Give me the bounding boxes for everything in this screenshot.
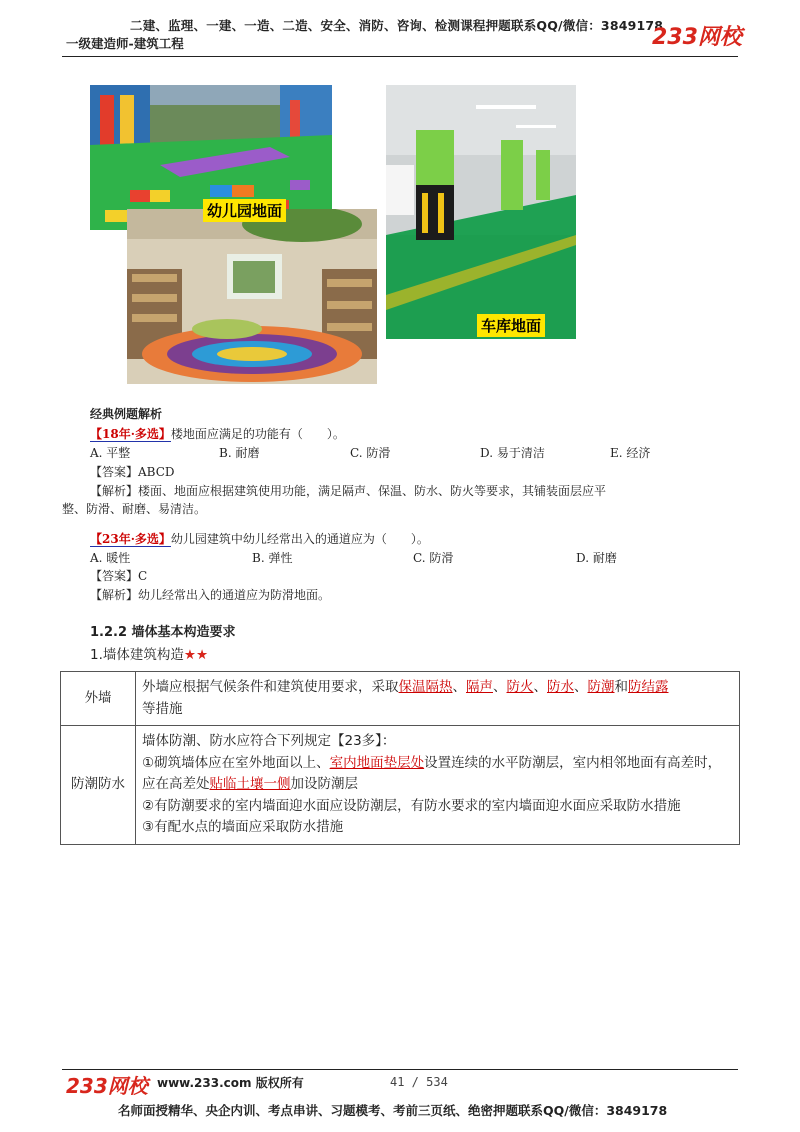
row-content-damp-waterproof: [136, 726, 740, 845]
highlight-dampproof: 防潮: [587, 679, 615, 695]
table-row: [61, 726, 740, 845]
footer-divider: [62, 1069, 738, 1070]
wall-construction-table: [60, 671, 740, 845]
question-1-tag: 【18年·多选】: [90, 427, 171, 441]
highlight-fireproof: 防火: [506, 679, 534, 695]
table-row: [61, 672, 740, 726]
subheading: [90, 643, 208, 663]
highlight-insulation: 保温隔热: [398, 679, 453, 695]
page-number: 41 / 534: [390, 1075, 448, 1089]
rule-item-1: ①砌筑墙体应在室外地面以上、室内地面垫层处设置连续的水平防潮层，室内相邻地面有高差时，应在高差处贴临土壤一侧加设防潮层: [142, 754, 722, 792]
q1-option-a: A. 平整: [90, 446, 131, 460]
highlight-soil-side: 贴临土壤一侧: [209, 776, 291, 792]
highlight-soundproof: 隔声: [466, 679, 493, 695]
brand-logo: 233网校: [652, 25, 742, 50]
section-title: 经典例题解析: [90, 407, 163, 421]
header-promo-text: 二建、监理、一建、一造、二造、安全、消防、咨询、检测课程押题联系QQ/微信：3849178: [130, 18, 664, 33]
document-subtitle: 一级建造师-建筑工程: [66, 36, 184, 51]
q2-option-b: B. 弹性: [252, 551, 293, 565]
q2-option-c: C. 防滑: [413, 551, 454, 565]
question-2-stem-line: [90, 530, 429, 547]
highlight-anti-condensation: 防结露: [628, 679, 669, 695]
row-key-damp-waterproof: 防潮防水: [61, 726, 136, 845]
kindergarten-floor-label: 幼儿园地面: [203, 199, 286, 222]
watermark: ​: [215, 472, 225, 479]
highlight-waterproof: 防水: [547, 679, 574, 695]
question-1-stem: 楼地面应满足的功能有（ ）。: [170, 427, 345, 441]
rule-item-3: ③有配水点的墙面应采取防水措施: [142, 819, 344, 835]
q2-option-d: D. 耐磨: [576, 551, 617, 565]
q1-option-e: E. 经济: [610, 446, 651, 460]
subheading-text: 1.墙体建筑构造: [90, 647, 184, 663]
garage-floor-label: 车库地面: [477, 314, 545, 337]
garage-photo: [386, 85, 576, 339]
footer-logo: 233网校: [66, 1074, 148, 1098]
footer-copyright: www.233.com 版权所有: [157, 1076, 304, 1090]
question-1-stem-line: [90, 425, 345, 442]
section-heading-number: 1.2.2: [90, 625, 128, 640]
q1-option-b: B. 耐磨: [219, 446, 260, 460]
question-2-analysis: 【解析】幼儿经常出入的通道应为防滑地面。: [90, 588, 331, 602]
q1-option-d: D. 易于清洁: [480, 446, 545, 460]
question-1-analysis-line-1: 【解析】楼面、地面应根据建筑使用功能，满足隔声、保温、防水、防火等要求，其铺装面层应平: [90, 484, 607, 498]
kindergarten-interior-photo: [127, 209, 377, 384]
section-heading-text: 墙体基本构造要求: [131, 625, 236, 640]
row-key-exterior-wall: 外墙: [61, 672, 136, 726]
row-content-exterior-wall: 外墙应根据气候条件和建筑使用要求，采取保温隔热、隔声、防火、防水、防潮和防结露 等措施: [136, 672, 740, 726]
question-1-answer: 【答案】ABCD: [90, 465, 175, 479]
question-2-answer: 【答案】C: [90, 569, 148, 583]
importance-stars: ★★: [183, 647, 209, 663]
rule-intro: 墙体防潮、防水应符合下列规定【23多】：: [142, 733, 396, 749]
footer-promo-text: 名师面授精华、央企内训、考点串讲、习题模考、考前三页纸、绝密押题联系QQ/微信：3849178: [118, 1103, 668, 1118]
question-2-stem: 幼儿园建筑中幼儿经常出入的通道应为（ ）。: [170, 532, 429, 546]
header-divider: [62, 56, 738, 57]
section-heading: [90, 621, 236, 640]
highlight-floor-cushion: 室内地面垫层处: [329, 754, 425, 771]
question-2-tag: 【23年·多选】: [90, 532, 171, 546]
question-1-analysis-line-2: 整、防滑、耐磨、易清洁。: [62, 502, 207, 516]
q2-option-a: A. 暖性: [90, 551, 131, 565]
q1-option-c: C. 防滑: [350, 446, 391, 460]
rule-item-2: ②有防潮要求的室内墙面迎水面应设防潮层，有防水要求的室内墙面迎水面应采取防水措施: [142, 797, 681, 814]
